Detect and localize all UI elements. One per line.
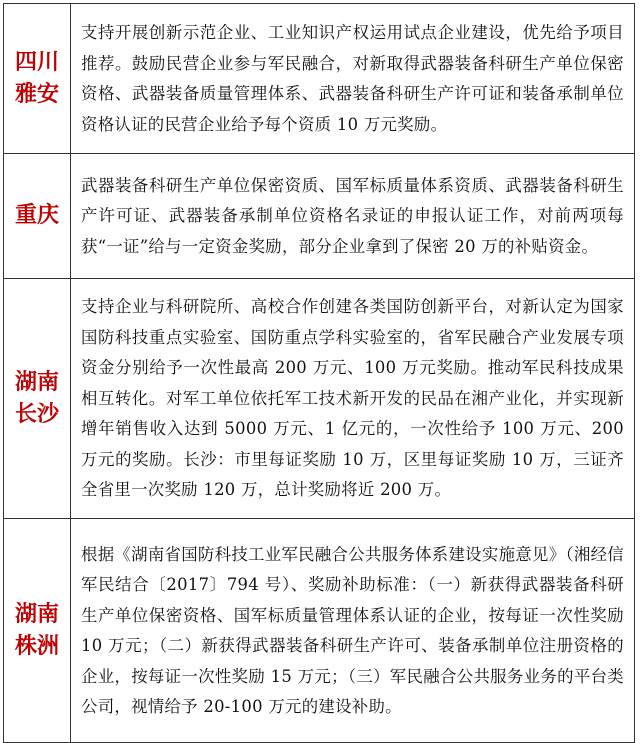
region-label: 四川 (14, 49, 59, 75)
region-cell (4, 154, 71, 279)
table-row (4, 154, 635, 279)
policy-text: 支持开展创新示范企业、工业知识产权运用试点企业建设，优先给予项目推荐。鼓励民营企业参与军民融合，对新取得武器装备科研生产单位保密资格、武器装备质量管理体系、武器装备科研生产许可证和装备承制单位资格认证的民营企业给予每个资质 10 万元奖励。 (71, 4, 635, 154)
region-label: 重庆 (14, 203, 59, 228)
region-label: 株洲 (14, 633, 59, 659)
region-label: 长沙 (14, 401, 59, 427)
region-label: 湖南 (14, 369, 59, 395)
table-row (4, 279, 635, 519)
table-row (4, 519, 635, 743)
region-cell (4, 4, 71, 154)
region-label: 湖南 (14, 601, 59, 627)
region-cell (4, 279, 71, 519)
policy-text: 根据《湖南省国防科技工业军民融合公共服务体系建设实施意见》（湘经信军民结合〔2017〕794 号）、奖励补助标准：（一）新获得武器装备科研生产单位保密资格、国军标质量管理体系认证的企业，按每证一次性奖励 10 万元；（二）新获得武器装备科研生产许可、装备承制单位注册资格的企业，按每证一次性奖励 15 万元；（三）军民融合公共服务业务的平台类公司，视情给予 20-100 万元的建设补助。 (71, 519, 635, 743)
policy-text: 支持企业与科研院所、高校合作创建各类国防创新平台，对新认定为国家国防科技重点实验室、国防重点学科实验室的，省军民融合产业发展专项资金分别给予一次性最高 200 万元、100 万元奖励。推动军民科技成果相互转化。对军工单位依托军工技术新开发的民品在湘产业化，并实现新增年销售收入达到 5000 万元、1 亿元的，一次性给予 100 万元、200 万元的奖励。长沙：市里每证奖励 10 万，区里每证奖励 10 万，三证齐全省里一次奖励 120 万，总计奖励将近 200 万。 (71, 279, 635, 519)
region-label: 雅安 (14, 81, 59, 107)
policy-text: 武器装备科研生产单位保密资质、国军标质量体系资质、武器装备科研生产许可证、武器装备承制单位资格名录证的申报认证工作，对前两项每获“一证”给与一定资金奖励，部分企业拿到了保密 20 万的补贴资金。 (71, 154, 635, 279)
table-row (4, 4, 635, 154)
region-cell (4, 519, 71, 743)
policy-table (3, 3, 635, 743)
